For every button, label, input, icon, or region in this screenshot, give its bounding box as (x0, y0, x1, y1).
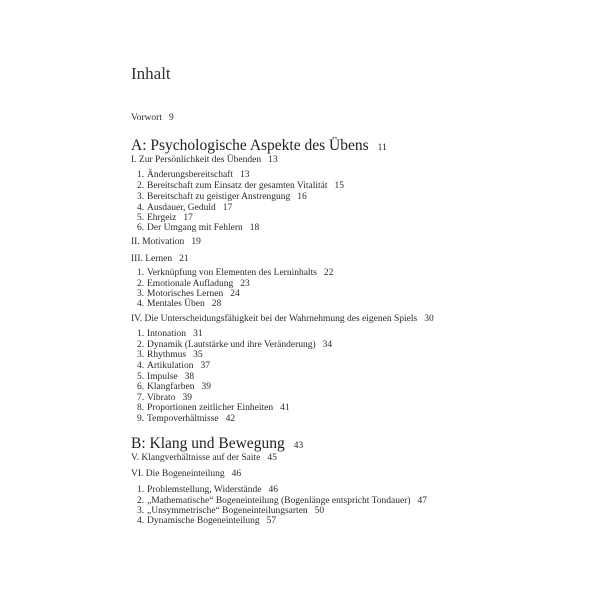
toc-page-number: 24 (230, 289, 240, 299)
toc-page-number: 46 (231, 469, 242, 479)
toc-page-number: 41 (280, 403, 290, 413)
toc-section-entry[interactable] (137, 403, 290, 414)
toc-entry-number: 7. (137, 393, 145, 403)
toc-entry-label: Verknüpfung von Elementen des Lerninhalts (147, 268, 317, 278)
toc-entry-label: „Unsymmetrische“ Bogeneinteilungsarten (147, 506, 308, 516)
toc-entry-label: III. Lernen (131, 254, 173, 264)
toc-entry-label: Ehrgeiz (147, 213, 177, 223)
toc-entry-label: Vibrato (147, 393, 176, 403)
toc-page-number: 13 (240, 170, 250, 180)
toc-page-number: 39 (182, 393, 192, 403)
toc-entry-label: Dynamische Bogeneinteilung (147, 516, 260, 526)
toc-section-entry[interactable] (137, 299, 221, 310)
toc-entry-label: Problemstellung, Widerstände (147, 485, 262, 495)
toc-entry-label: Bereitschaft zu geistiger Anstrengung (147, 192, 291, 202)
toc-page-number: 37 (200, 361, 210, 371)
toc-page-number: 45 (267, 453, 277, 463)
toc-chapter-entry[interactable] (131, 254, 189, 265)
toc-entry-label: „Mathematische“ Bogeneinteilung (Bogenlänge entspricht Tondauer) (147, 496, 411, 506)
toc-entry-label: I. Zur Persönlichkeit des Übenden (131, 155, 262, 165)
toc-entry-label: Artikulation (147, 361, 194, 371)
toc-entry-number: 4. (137, 361, 145, 371)
toc-entry-number: 9. (137, 414, 145, 424)
toc-entry-number: 2. (137, 279, 145, 289)
toc-chapter-entry[interactable] (131, 453, 277, 464)
toc-entry-label: Proportionen zeitlicher Einheiten (147, 403, 274, 413)
toc-part-heading-b[interactable] (131, 435, 303, 455)
toc-entry-number: 3. (137, 192, 145, 202)
toc-entry-number: 3. (137, 350, 145, 360)
toc-entry-number: 2. (137, 181, 145, 191)
toc-page-number: 38 (184, 372, 195, 382)
toc-entry-label: Dynamik (Lautstärke und ihre Veränderung) (147, 340, 316, 350)
toc-page-number: 43 (293, 441, 304, 451)
toc-entry-number: 2. (137, 496, 145, 506)
toc-entry-number: 1. (137, 268, 145, 278)
toc-section-entry[interactable] (137, 192, 307, 203)
toc-entry-vorwort[interactable] (131, 113, 174, 124)
toc-entry-number: 5. (137, 213, 145, 223)
toc-section-entry[interactable] (137, 170, 250, 181)
toc-entry-number: 3. (137, 289, 145, 299)
toc-entry-label: Impulse (147, 372, 178, 382)
toc-part-label: B: Klang und Bewegung (131, 435, 285, 452)
toc-page-number: 16 (297, 192, 307, 202)
toc-part-heading-a[interactable] (131, 137, 387, 157)
toc-entry-label: Mentales Üben (147, 299, 205, 309)
toc-page-number: 46 (268, 485, 278, 495)
toc-page-number: 50 (314, 506, 325, 516)
toc-page-number: 35 (193, 350, 203, 360)
toc-entry-number: 1. (137, 329, 145, 339)
toc-chapter-entry[interactable] (131, 237, 201, 248)
toc-page-number: 28 (211, 299, 222, 309)
toc-section-entry[interactable] (137, 382, 211, 393)
toc-section-entry[interactable] (137, 181, 344, 192)
toc-entry-number: 4. (137, 299, 145, 309)
toc-section-entry[interactable] (137, 361, 210, 372)
toc-page-number: 42 (225, 414, 236, 424)
toc-entry-number: 1. (137, 485, 145, 495)
toc-entry-label: Klangfarben (147, 382, 195, 392)
toc-section-entry[interactable] (137, 414, 235, 425)
toc-entry-label: Emotionale Aufladung (147, 279, 234, 289)
toc-page-number: 39 (201, 382, 211, 392)
toc-entry-label: II. Motivation (131, 237, 185, 247)
toc-entry-number: 2. (137, 340, 145, 350)
toc-section-entry[interactable] (137, 350, 203, 361)
toc-page-number: 11 (377, 143, 387, 153)
toc-page-number: 23 (240, 279, 250, 289)
toc-entry-label: Rhythmus (147, 350, 187, 360)
toc-section-entry[interactable] (137, 516, 276, 527)
toc-page-number: 17 (222, 203, 233, 213)
toc-chapter-entry[interactable] (131, 469, 241, 480)
toc-page-number: 57 (266, 516, 277, 526)
toc-page-number: 17 (183, 213, 193, 223)
toc-section-entry[interactable] (137, 268, 333, 279)
toc-entry-label: Motorisches Lernen (147, 289, 224, 299)
toc-entry-number: 4. (137, 203, 145, 213)
toc-entry-number: 3. (137, 506, 145, 516)
toc-chapter-entry[interactable] (131, 314, 434, 325)
toc-entry-label: Ausdauer, Geduld (147, 203, 216, 213)
toc-entry-label: IV. Die Unterscheidungsfähigkeit bei der Wahrnehmung des eigenen Spiels (131, 314, 418, 324)
toc-page-number: 13 (268, 155, 278, 165)
toc-chapter-entry[interactable] (131, 155, 278, 166)
toc-section-entry[interactable] (137, 329, 203, 340)
toc-entry-label: Intonation (147, 329, 187, 339)
toc-entry-number: 5. (137, 372, 145, 382)
toc-page-number: 47 (417, 496, 427, 506)
toc-entry-label: Vorwort (131, 113, 162, 123)
toc-entry-number: 6. (137, 223, 145, 233)
toc-section-entry[interactable] (137, 485, 278, 496)
toc-page-number: 30 (424, 314, 434, 324)
toc-entry-number: 8. (137, 403, 145, 413)
toc-page-number: 31 (193, 329, 203, 339)
toc-entry-number: 6. (137, 382, 145, 392)
toc-entry-number: 4. (137, 516, 145, 526)
toc-page-number: 21 (179, 254, 189, 264)
toc-page-number: 22 (323, 268, 334, 278)
toc-section-entry[interactable] (137, 223, 259, 234)
toc-entry-label: Tempoverhältnisse (147, 414, 219, 424)
toc-page-number: 19 (191, 237, 201, 247)
page-title: Inhalt (131, 64, 171, 83)
toc-entry-label: Änderungsbereitschaft (147, 170, 233, 180)
toc-entry-label: V. Klangverhältnisse auf der Saite (131, 453, 261, 463)
toc-entry-label: Bereitschaft zum Einsatz der gesamten Vitalität (147, 181, 328, 191)
toc-page-number: 15 (334, 181, 344, 191)
toc-entry-label: Der Umgang mit Fehlern (147, 223, 243, 233)
toc-part-label: A: Psychologische Aspekte des Übens (131, 137, 369, 154)
toc-page-number: 34 (322, 340, 333, 350)
toc-page-number: 18 (249, 223, 260, 233)
toc-entry-number: 1. (137, 170, 145, 180)
toc-entry-label: VI. Die Bogeneinteilung (131, 469, 225, 479)
toc-page-number: 9 (168, 113, 174, 123)
